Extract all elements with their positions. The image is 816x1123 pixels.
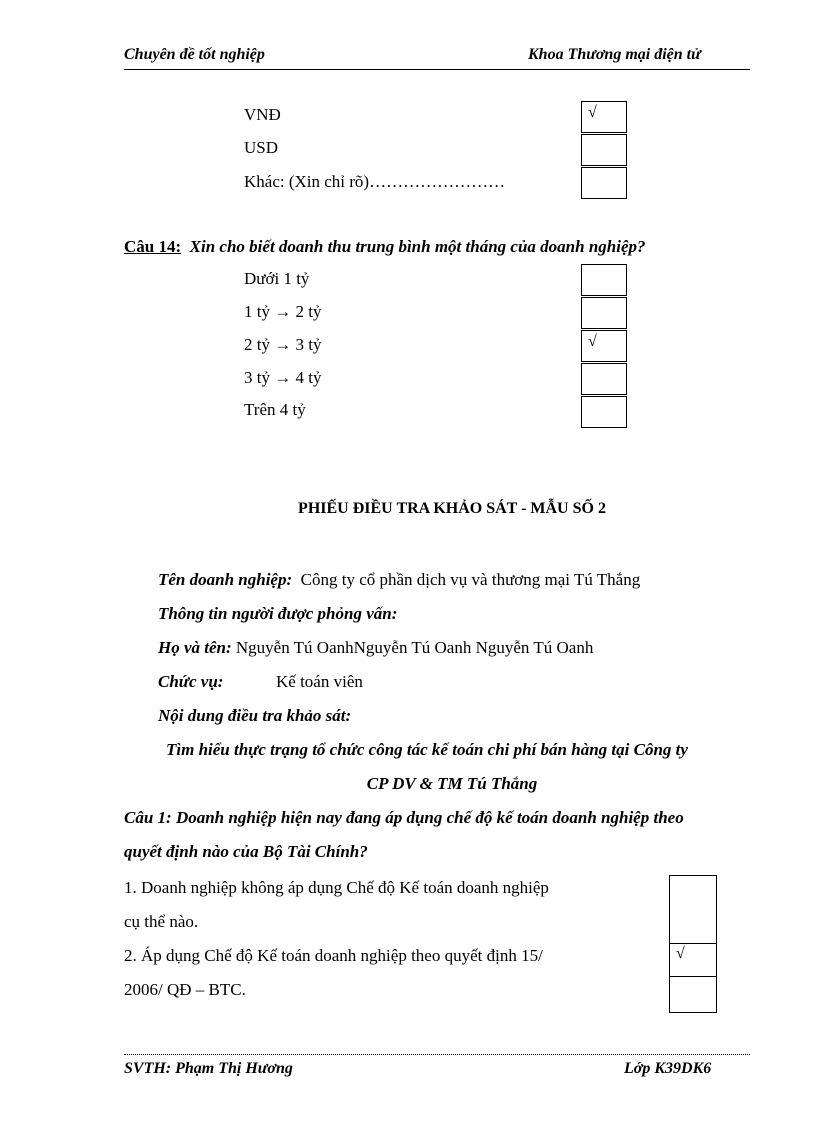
q14-checkbox-5[interactable] <box>581 396 627 428</box>
checkbox-vnd[interactable] <box>581 101 627 133</box>
name-value: Nguyễn Tú OanhNguyễn Tú Oanh Nguyễn Tú Oanh <box>235 638 594 657</box>
q1-checkbox-1[interactable] <box>669 875 717 944</box>
q1-checkbox-3[interactable] <box>669 976 717 1013</box>
position-label: Chức vụ: <box>158 672 224 691</box>
q1-option-1-line-1: 1. Doanh nghiệp không áp dụng Chế độ Kế toán doanh nghiệp <box>124 878 549 897</box>
content-label: Nội dung điều tra khảo sát: <box>158 706 352 725</box>
q14-checkbox-4[interactable] <box>581 363 627 395</box>
q1-checkbox-2[interactable] <box>669 943 717 977</box>
name-label: Họ và tên: <box>158 638 232 657</box>
position-value: Kế toán viên <box>276 672 363 691</box>
checkmark-icon: √ <box>588 104 597 121</box>
q14-heading <box>124 237 646 257</box>
footer-rule <box>124 1054 750 1055</box>
footer-left: SVTH: Phạm Thị Hương <box>124 1060 293 1077</box>
q1-option-2-line-2: 2006/ QĐ – BTC. <box>124 980 246 999</box>
header-right: Khoa Thương mại điện tử <box>528 46 701 63</box>
q14-option-1: Dưới 1 tỷ <box>244 269 310 288</box>
name-line <box>158 638 593 658</box>
q14-option-4: 3 tỷ → 4 tỷ <box>244 368 322 387</box>
q14-checkbox-2[interactable] <box>581 297 627 329</box>
currency-option-vnd: VNĐ <box>244 105 281 124</box>
checkbox-usd[interactable] <box>581 134 627 166</box>
company-label: Tên doanh nghiệp: <box>158 570 293 589</box>
footer-right: Lớp K39DK6 <box>624 1060 712 1077</box>
q1-text-line-1: Câu 1: Doanh nghiệp hiện nay đang áp dụng chế độ kế toán doanh nghiệp theo <box>124 808 684 827</box>
q14-option-2: 1 tỷ → 2 tỷ <box>244 302 322 321</box>
company-value: Công ty cổ phần dịch vụ và thương mại Tú Thắng <box>300 570 641 589</box>
currency-option-usd: USD <box>244 138 279 157</box>
topic-line-1: Tìm hiểu thực trạng tổ chức công tác kế toán chi phí bán hàng tại Công ty <box>166 740 688 759</box>
header-rule <box>124 69 750 70</box>
topic-line-2: CP DV & TM Tú Thắng <box>366 774 538 793</box>
q14-text: Xin cho biết doanh thu trung bình một tháng của doanh nghiệp? <box>189 237 646 256</box>
survey-title: PHIẾU ĐIỀU TRA KHẢO SÁT - MẪU SỐ 2 <box>298 500 606 517</box>
q1-option-1-line-2: cụ thể nào. <box>124 912 199 931</box>
header-left: Chuyên đề tốt nghiệp <box>124 46 265 63</box>
company-line <box>158 570 640 590</box>
interviewee-label: Thông tin người được phỏng vấn: <box>158 604 398 623</box>
checkmark-icon: √ <box>588 333 597 350</box>
q14-number: Câu 14: <box>124 237 182 256</box>
q1-text-line-2: quyết định nào của Bộ Tài Chính? <box>124 842 368 861</box>
q14-checkbox-3[interactable] <box>581 330 627 362</box>
q14-option-3: 2 tỷ → 3 tỷ <box>244 335 322 354</box>
checkbox-other[interactable] <box>581 167 627 199</box>
q1-option-2-line-1: 2. Áp dụng Chế độ Kế toán doanh nghiệp theo quyết định 15/ <box>124 946 543 965</box>
q14-option-5: Trên 4 tỷ <box>244 400 306 419</box>
checkmark-icon: √ <box>676 945 685 962</box>
currency-option-other: Khác: (Xin chỉ rõ)…………………… <box>244 172 506 191</box>
q14-checkbox-1[interactable] <box>581 264 627 296</box>
